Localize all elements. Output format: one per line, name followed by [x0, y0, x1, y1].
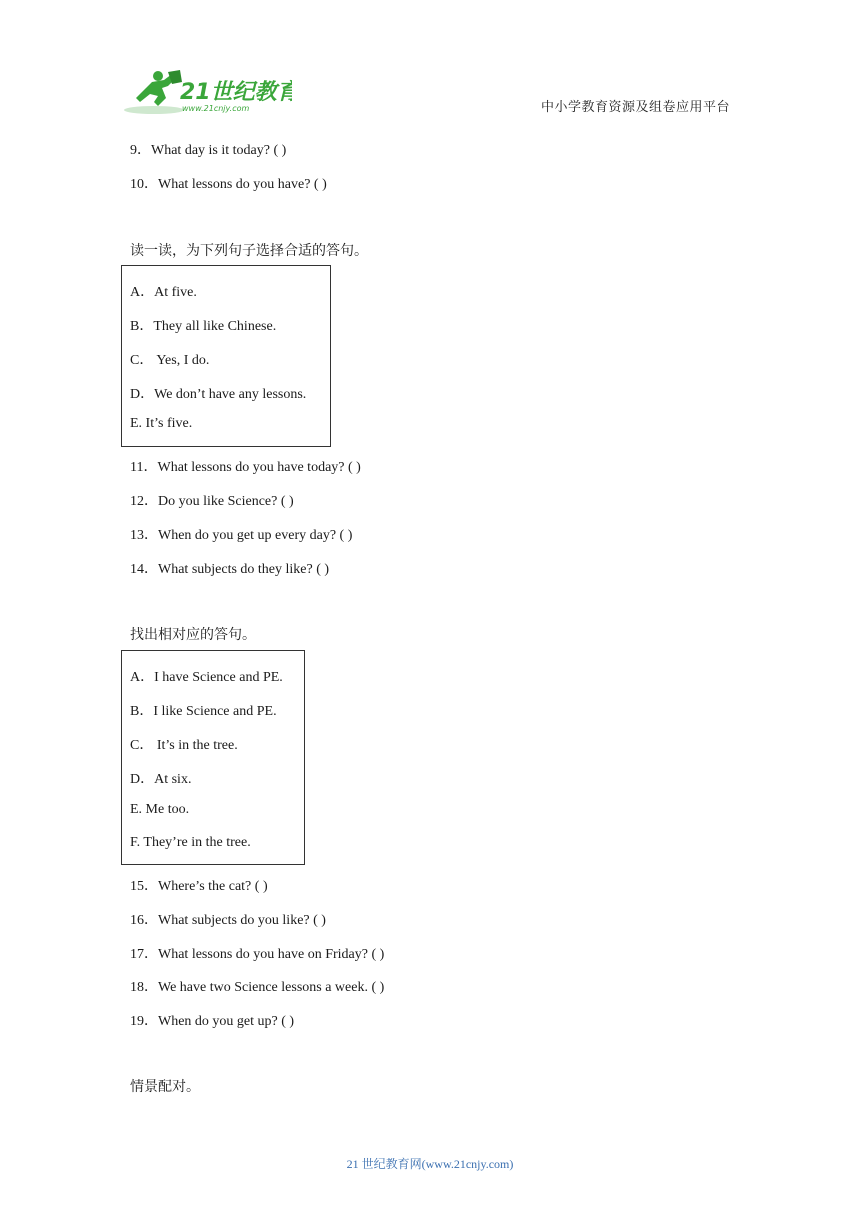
option-e: E. It’s five.: [130, 416, 193, 431]
footer-link[interactable]: 21 世纪教育网(www.21cnjy.com): [346, 1157, 514, 1171]
question-19: 19．When do you get up? ( ): [130, 1014, 295, 1029]
platform-label: 中小学教育资源及组卷应用平台: [540, 100, 730, 115]
question-14: 14．What subjects do they like? ( ): [130, 562, 330, 577]
section2-options-box: [121, 650, 305, 865]
question-13: 13．When do you get up every day? ( ): [130, 528, 353, 543]
section1-options-box: [121, 265, 331, 447]
option-f: F. They’re in the tree.: [130, 835, 251, 850]
question-15: 15．Where’s the cat? ( ): [130, 879, 268, 894]
question-10: 10．What lessons do you have? ( ): [130, 177, 327, 192]
section1-title: 读一读，为下列句子选择合适的答句。: [130, 243, 368, 259]
question-9: 9．What day is it today? ( ): [130, 143, 287, 158]
option-b: B．I like Science and PE.: [130, 704, 277, 719]
question-12: 12．Do you like Science? ( ): [130, 494, 294, 509]
logo: [122, 68, 292, 116]
option-c: C． Yes, I do.: [130, 353, 210, 368]
question-18: 18．We have two Science lessons a week. ( ): [130, 980, 385, 995]
question-17: 17．What lessons do you have on Friday? ( ): [130, 947, 385, 962]
option-d: D．At six.: [130, 772, 192, 787]
option-b: B．They all like Chinese.: [130, 319, 277, 334]
option-a: A．At five.: [130, 285, 197, 300]
question-16: 16．What subjects do you like? ( ): [130, 913, 326, 928]
option-e: E. Me too.: [130, 802, 190, 817]
question-11: 11．What lessons do you have today? ( ): [130, 460, 361, 475]
option-a: A．I have Science and PE.: [130, 670, 283, 685]
option-c: C． It’s in the tree.: [130, 738, 238, 753]
logo-url: www.21cnjy.com: [182, 104, 250, 113]
logo-title: 21世纪教育: [180, 80, 292, 105]
option-d: D．We don’t have any lessons.: [130, 387, 307, 402]
section2-title: 找出相对应的答句。: [130, 627, 256, 643]
runner-logo-icon: [122, 68, 292, 116]
section3-title: 情景配对。: [130, 1079, 200, 1095]
